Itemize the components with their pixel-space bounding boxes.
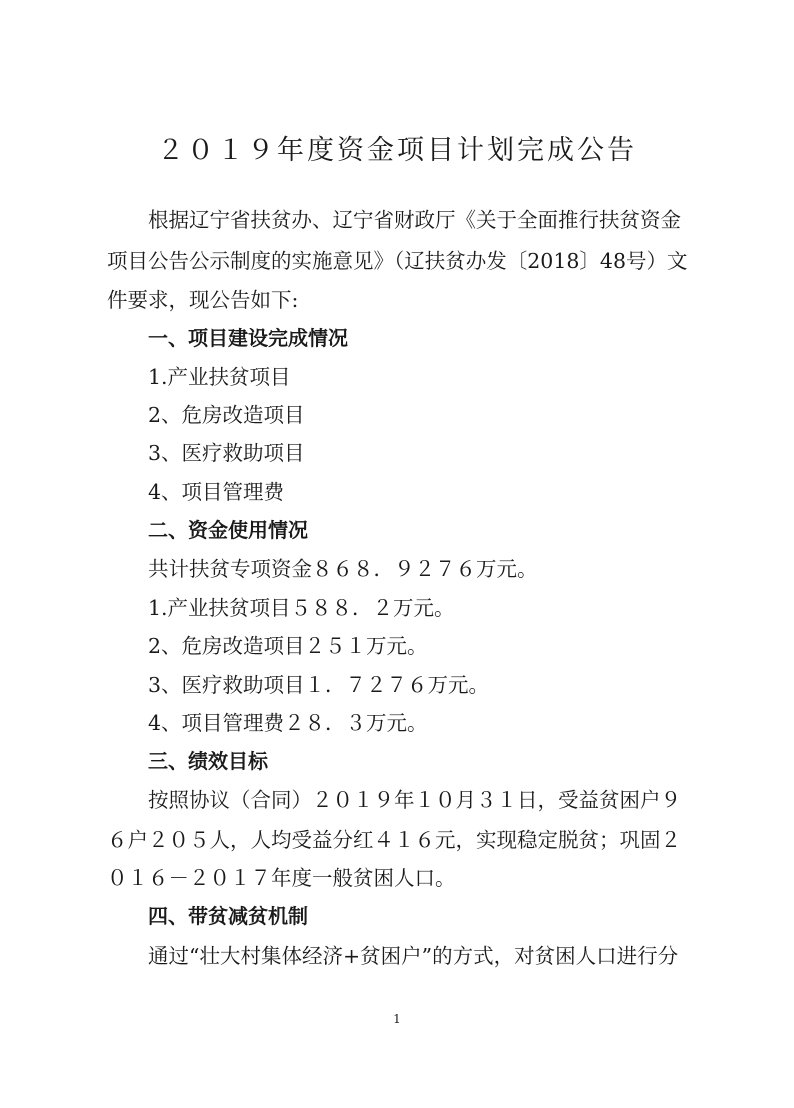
section1-item-4: 4、项目管理费 [148, 480, 285, 504]
section1-item-3: 3、医疗救助项目 [148, 441, 305, 465]
section-heading-2: 二、资金使用情况 [148, 518, 308, 542]
section3-line-2: ６户２０５人，人均受益分红４１６元，实现稳定脱贫；巩固２ [107, 828, 681, 852]
section-heading-4: 四、带贫减贫机制 [148, 904, 308, 928]
intro-line-1: 根据辽宁省扶贫办、辽宁省财政厅《关于全面推行扶贫资金 [148, 208, 681, 232]
section2-item-2: 1.产业扶贫项目５８８．２万元。 [148, 596, 455, 620]
section-heading-3: 三、绩效目标 [148, 749, 268, 773]
section2-item-1: 共计扶贫专项资金８６８．９２７６万元。 [148, 557, 538, 581]
section3-line-3: ０１６－２０１７年度一般贫困人口。 [107, 866, 456, 890]
section-heading-1: 一、项目建设完成情况 [148, 326, 348, 350]
section2-item-4: 3、医疗救助项目１．７２７６万元。 [148, 673, 490, 697]
section2-item-3: 2、危房改造项目２５１万元。 [148, 634, 428, 658]
intro-line-3: 件要求，现公告如下: [107, 288, 299, 312]
section4-line-1: 通过“壮大村集体经济+贫困户”的方式，对贫困人口进行分 [148, 944, 679, 968]
section2-item-5: 4、项目管理费２８．３万元。 [148, 711, 428, 735]
page-number: 1 [393, 1012, 401, 1026]
section1-item-2: 2、危房改造项目 [148, 403, 305, 427]
document-title: ２０１９年度资金项目计划完成公告 [157, 135, 637, 166]
section1-item-1: 1.产业扶贫项目 [148, 365, 291, 389]
section3-line-1: 按照协议（合同）２０１９年１０月３１日，受益贫困户９ [148, 788, 681, 812]
intro-line-2: 项目公告公示制度的实施意见》（辽扶贫办发〔2018〕48号）文 [107, 249, 688, 273]
